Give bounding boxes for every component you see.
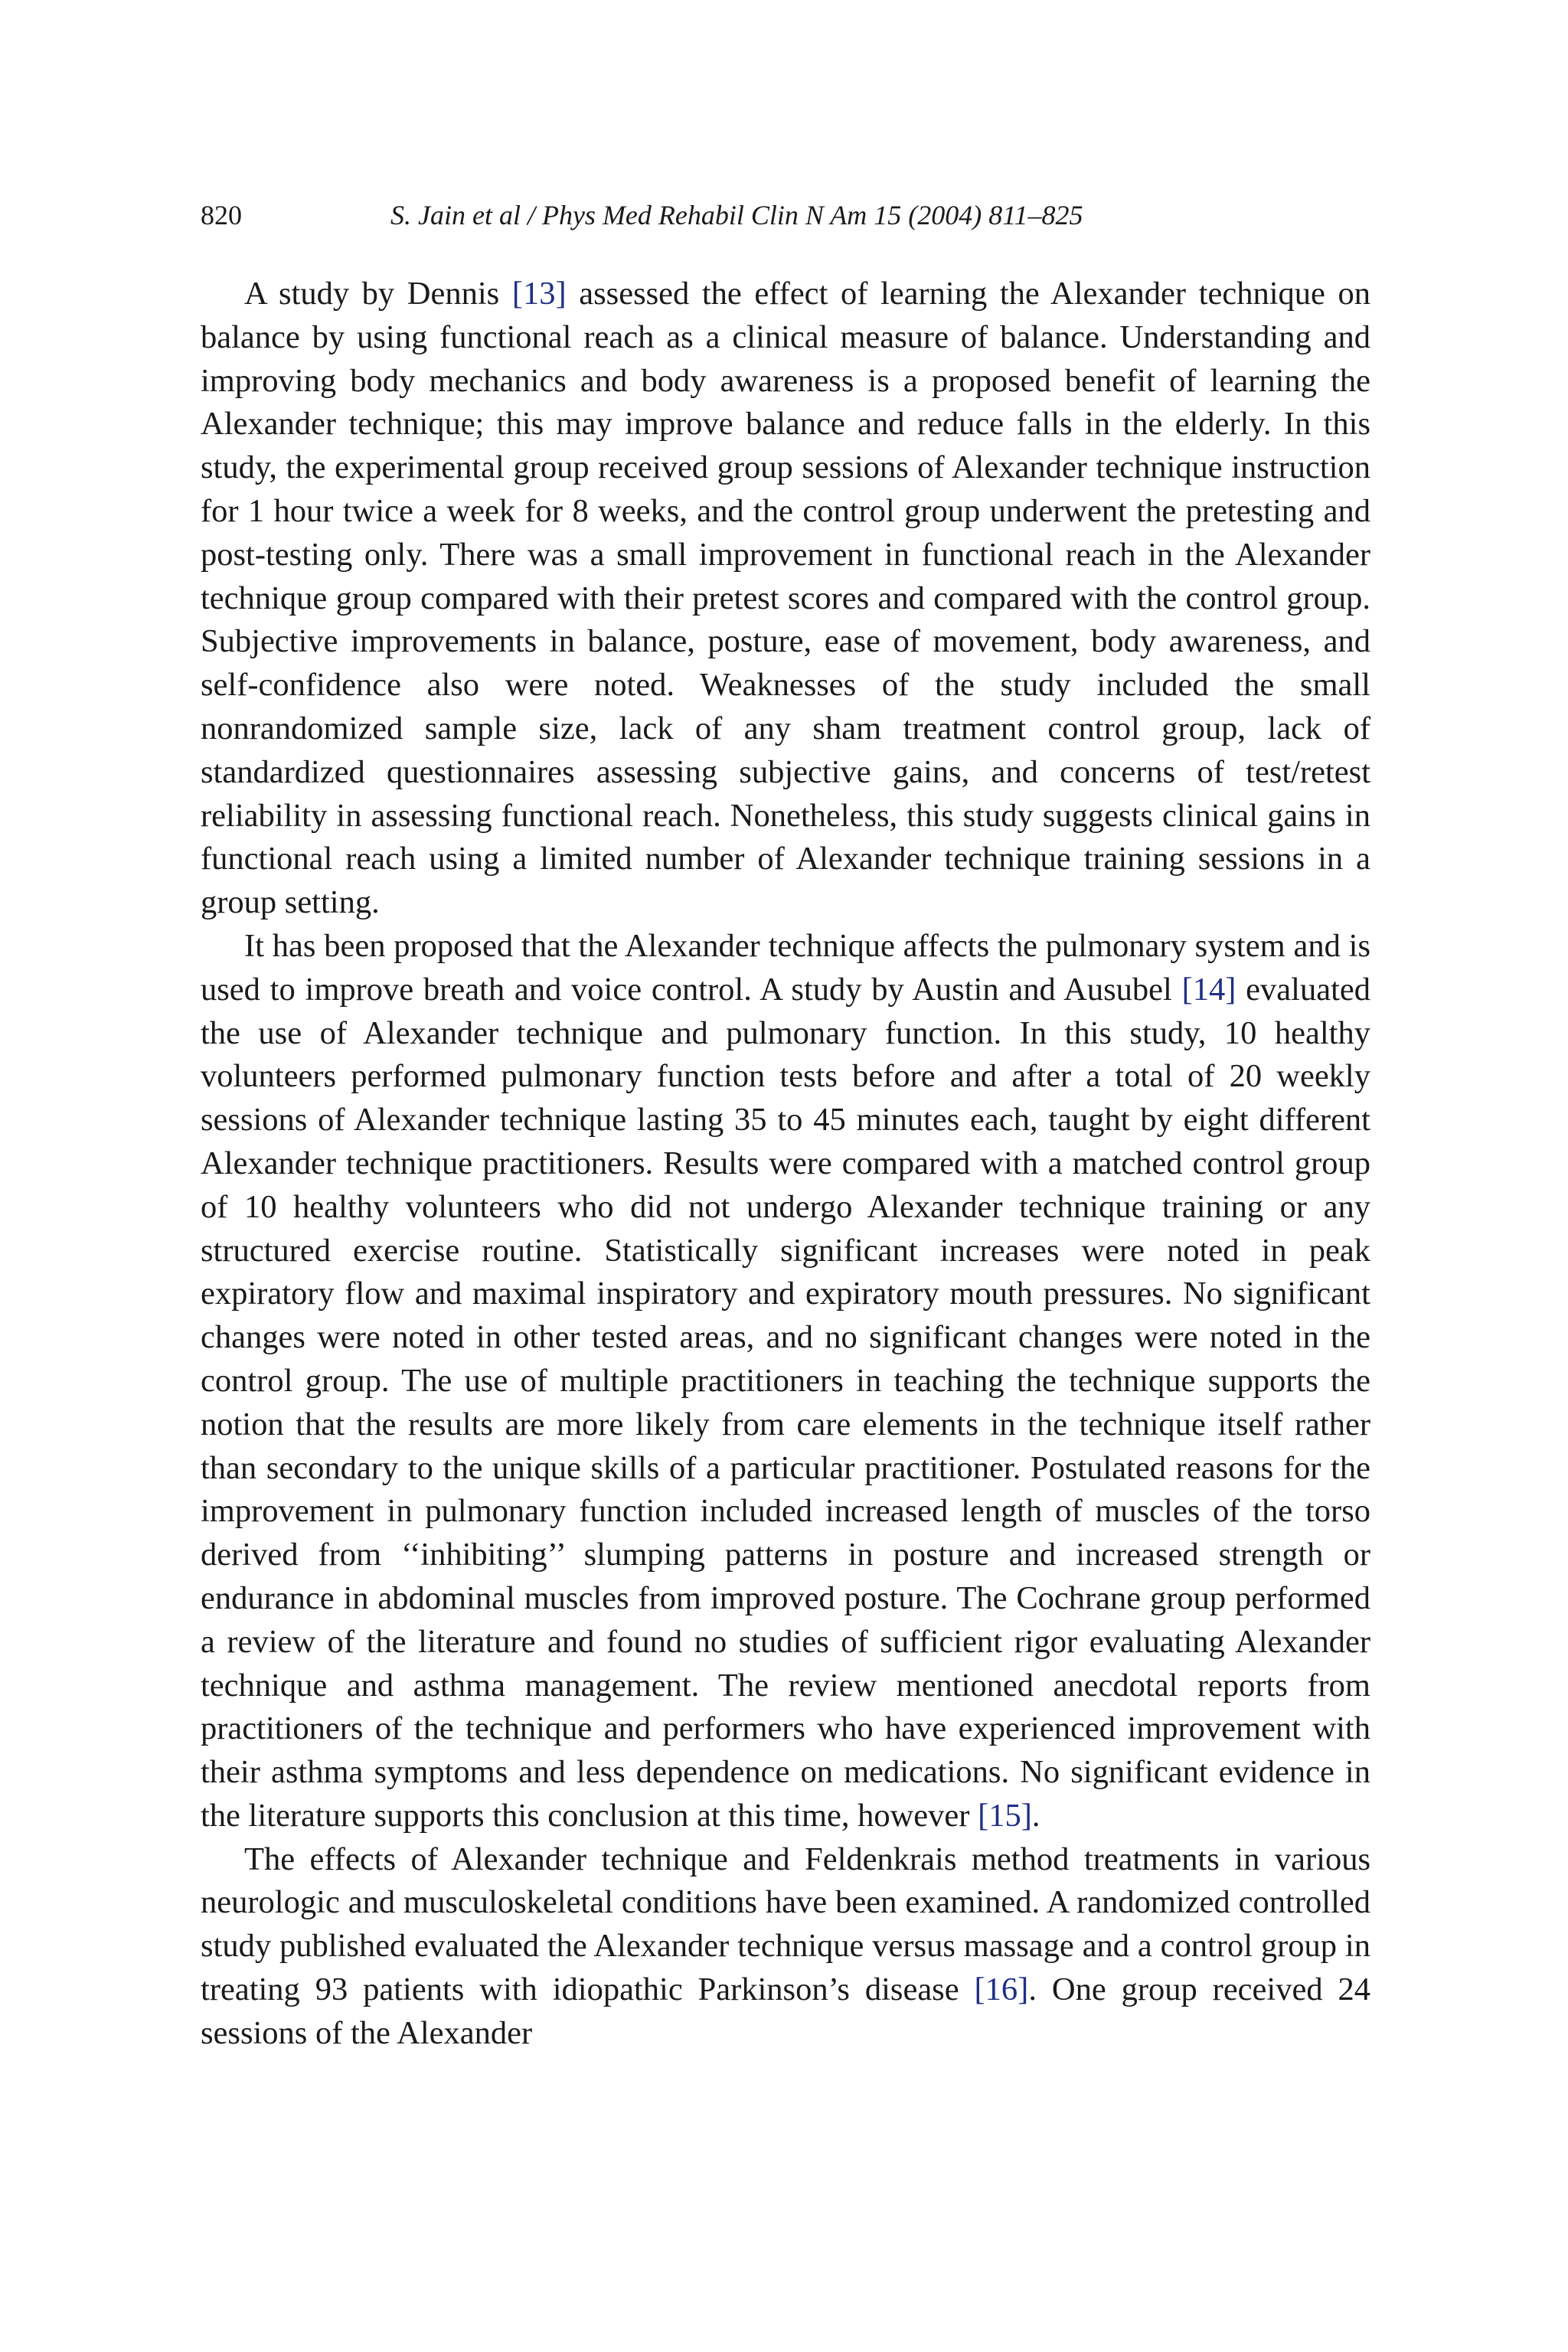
reference-link-15[interactable]: [15] [978, 1797, 1032, 1834]
text-run: It has been proposed that the Alexander technique affects the pulmonary system and is used to improve breath and voice control. A study by Austin and Ausubel [201, 927, 1370, 1008]
reference-link-14[interactable]: [14] [1181, 971, 1236, 1008]
text-run: assessed the effect of learning the Alexander technique on balance by using functional reach as a clinical measure of balance. Understanding and improving body mechanics and body awareness is a proposed benefit of learning the Alexander technique; this may improve balance and reduce falls in the elderly. In this study, the experimental group received group sessions of Alexander technique instruction for 1 hour twice a week for 8 weeks, and the control group underwent the pretesting and post-testing only. There was a small improvement in functional reach in the Alexander technique group compared with their pretest scores and compared with the control group. Subjective improvements in balance, posture, ease of movement, body awareness, and self-confidence also were noted. Weaknesses of the study included the small nonrandomized sample size, lack of any sham treatment control group, lack of standardized questionnaires assessing subjective gains, and concerns of test/retest reliability in assessing functional reach. Nonetheless, this study suggests clinical gains in functional reach using a limited number of Alexander technique training sessions in a group setting. [201, 276, 1370, 921]
page-number: 820 [201, 200, 242, 230]
paragraph-neurologic-conditions [201, 1838, 1370, 2056]
text-run: evaluated the use of Alexander technique and pulmonary function. In this study, 10 healthy volunteers performed pulmonary function tests before and after a total of 20 weekly sessions of Alexander technique lasting 35 to 45 minutes each, taught by eight different Alexander technique practitioners. Results were compared with a matched control group of 10 healthy volunteers who did not undergo Alexander technique training or any structured exercise routine. Statistically significant increases were noted in peak expiratory flow and maximal inspiratory and expiratory mouth pressures. No significant changes were noted in other tested areas, and no significant changes were noted in the control group. The use of multiple practitioners in teaching the technique supports the notion that the results are more likely from care elements in the technique itself rather than secondary to the unique skills of a particular practitioner. Postulated reasons for the improvement in pulmonary function included increased length of muscles of the torso derived from ‘‘inhibiting’’ slumping patterns in posture and increased strength or endurance in abdominal muscles from improved posture. The Cochrane group performed a review of the literature and found no studies of sufficient rigor evaluating Alexander technique and asthma management. The review mentioned anecdotal reports from practitioners of the technique and performers who have experienced improvement with their asthma symptoms and less dependence on medications. No significant evidence in the literature supports this conclusion at this time, however [201, 971, 1370, 1834]
running-head [201, 196, 1370, 234]
text-run: . [1031, 1797, 1040, 1834]
reference-link-13[interactable]: [13] [511, 276, 567, 312]
text-run: The effects of Alexander technique and Feldenkrais method treatments in various neurologic and musculoskeletal conditions have been examined. A randomized controlled study published evaluated the Alexander technique versus massage and a control group in treating 93 patients with idiopathic Parkinson’s disease [201, 1841, 1370, 2008]
article-body [201, 273, 1370, 2056]
journal-citation: S. Jain et al / Phys Med Rehabil Clin N Am 15 (2004) 811–825 [390, 200, 1083, 230]
paragraph-dennis-study [201, 273, 1370, 925]
paragraph-pulmonary-study [201, 925, 1370, 1838]
reference-link-16[interactable]: [16] [974, 1971, 1029, 2008]
text-run: A study by Dennis [244, 276, 512, 312]
text-run: . One group received 24 sessions of the Alexander [201, 1971, 1370, 2051]
